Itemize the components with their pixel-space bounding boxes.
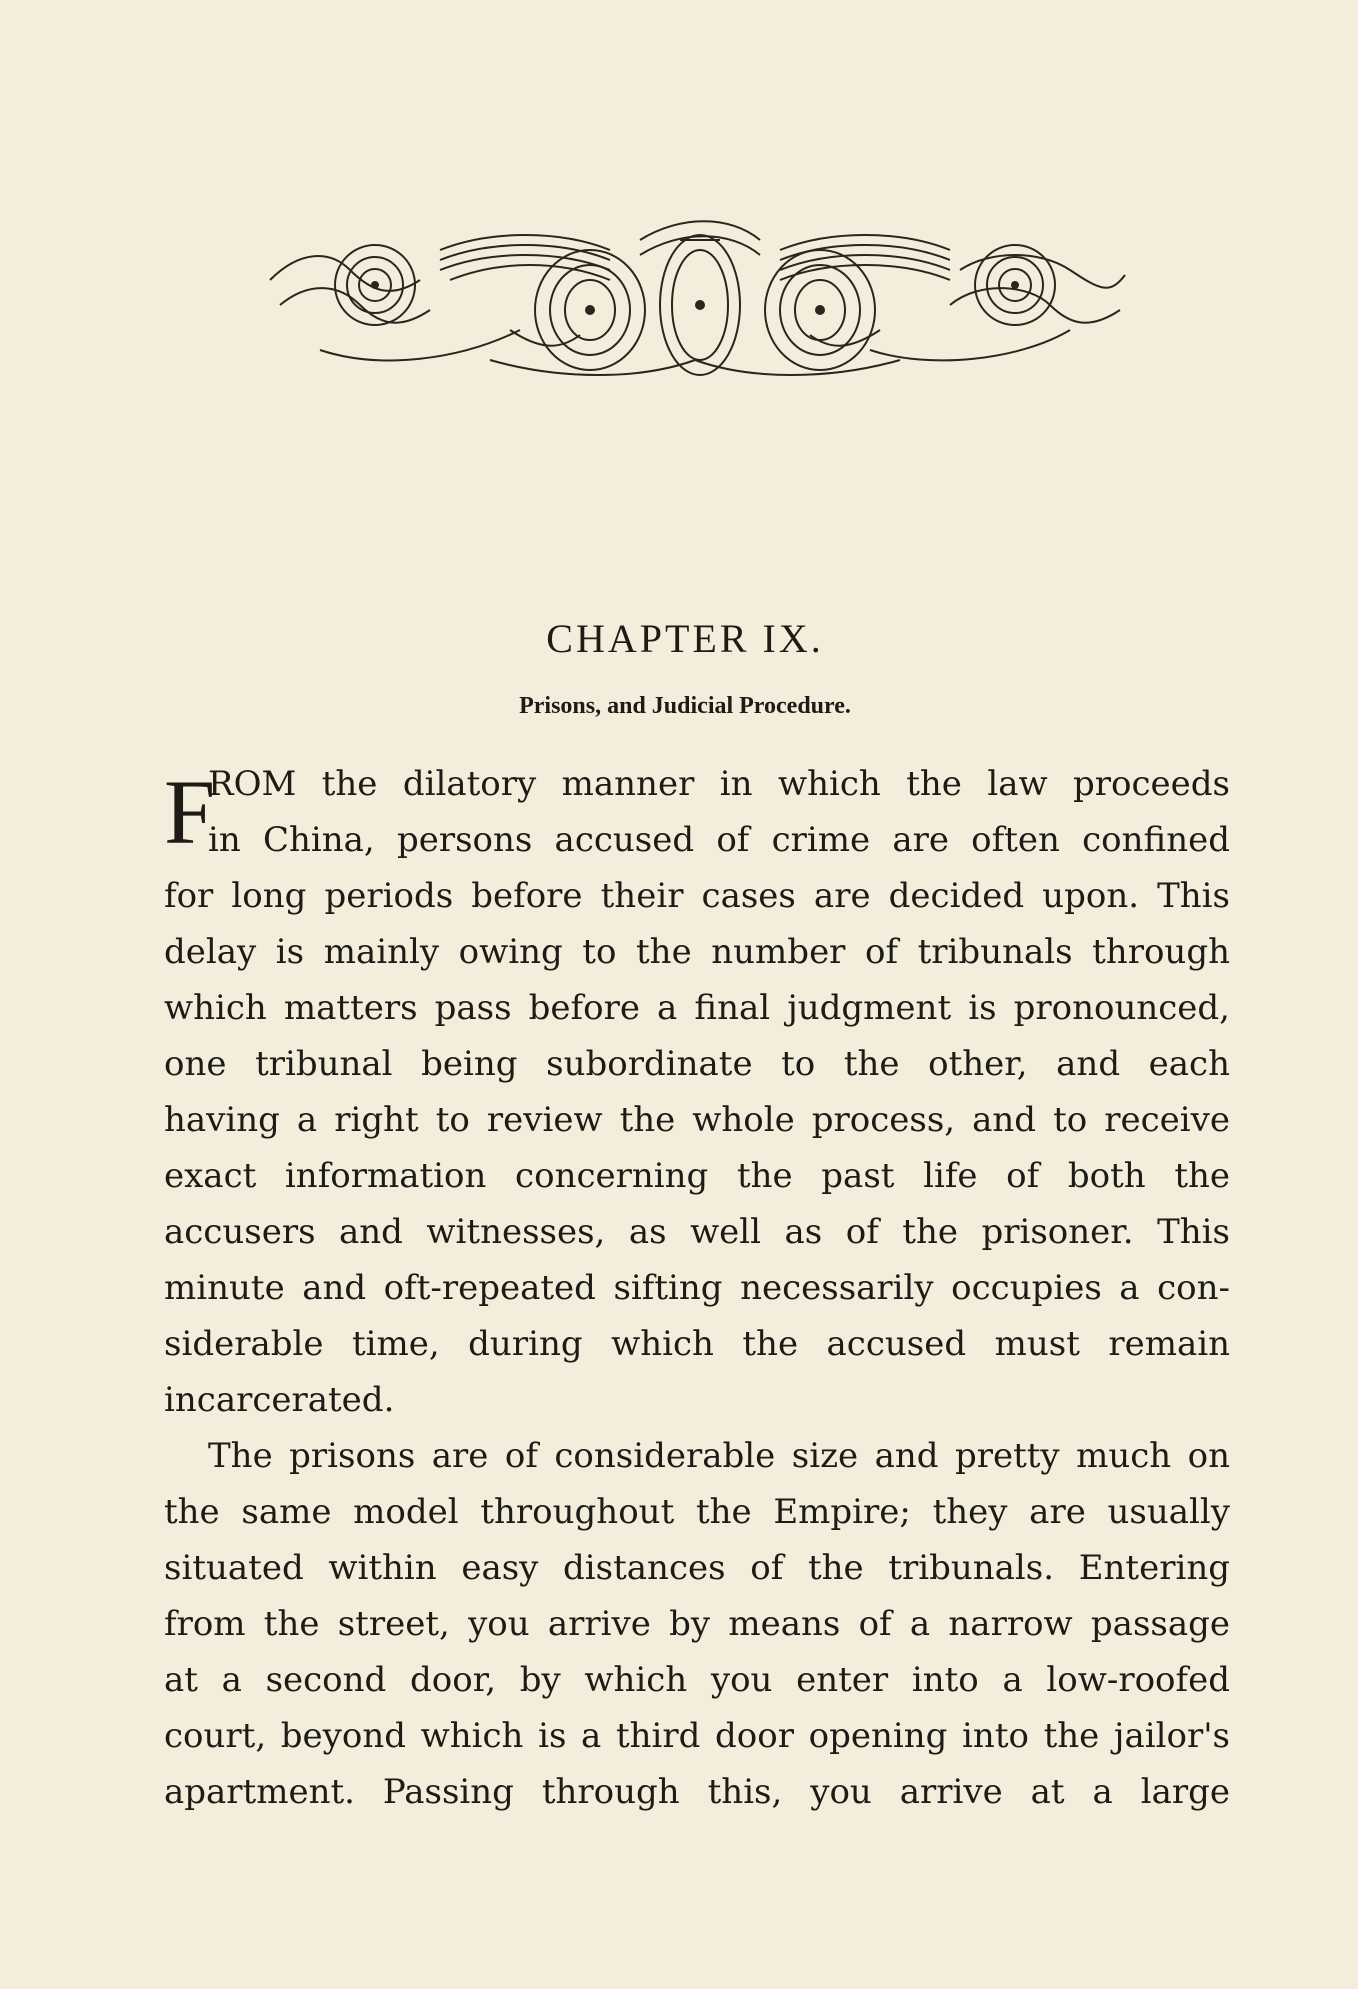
body-text: [164, 756, 1230, 1820]
text-line: from the street, you arrive by means of a narrow passage: [164, 1604, 1230, 1644]
text-line: which matters pass before a final judgment is pronounced,: [164, 988, 1230, 1028]
text-line: for long periods before their cases are decided upon. This: [164, 876, 1230, 916]
text-line: at a second door, by which you enter into a low-roofed: [164, 1660, 1230, 1700]
text-line: exact information concerning the past life of both the: [164, 1156, 1230, 1196]
text-line: court, beyond which is a third door opening into the jailor's: [164, 1716, 1230, 1756]
text-line: accusers and witnesses, as well as of the prisoner. This: [164, 1212, 1230, 1252]
drop-cap-letter: F: [164, 761, 216, 863]
text-line: minute and oft-repeated sifting necessarily occupies a con-: [164, 1268, 1230, 1308]
text-line: delay is mainly owing to the number of tribunals through: [164, 932, 1230, 972]
text-line: in China, persons accused of crime are often confined: [208, 820, 1230, 860]
text-line: one tribunal being subordinate to the other, and each: [164, 1044, 1230, 1084]
text-line: the same model throughout the Empire; they are usually: [164, 1492, 1230, 1532]
text-line: siderable time, during which the accused must remain: [164, 1324, 1230, 1364]
text-line: incarcerated.: [164, 1380, 395, 1420]
paragraph: [164, 756, 1230, 1428]
text-line: apartment. Passing through this, you arrive at a large: [164, 1772, 1230, 1812]
text-line: having a right to review the whole process, and to receive: [164, 1100, 1230, 1140]
paragraph: [164, 1428, 1230, 1820]
chapter-subtitle: Prisons, and Judicial Procedure.: [519, 693, 851, 719]
chapter-title: CHAPTER IX.: [546, 616, 824, 661]
decorative-headpiece-ornament: [260, 210, 1130, 390]
text-line: ROM the dilatory manner in which the law proceeds: [208, 764, 1230, 804]
text-line: situated within easy distances of the tribunals. Entering: [164, 1548, 1230, 1588]
text-line: The prisons are of considerable size and pretty much on: [208, 1436, 1230, 1476]
